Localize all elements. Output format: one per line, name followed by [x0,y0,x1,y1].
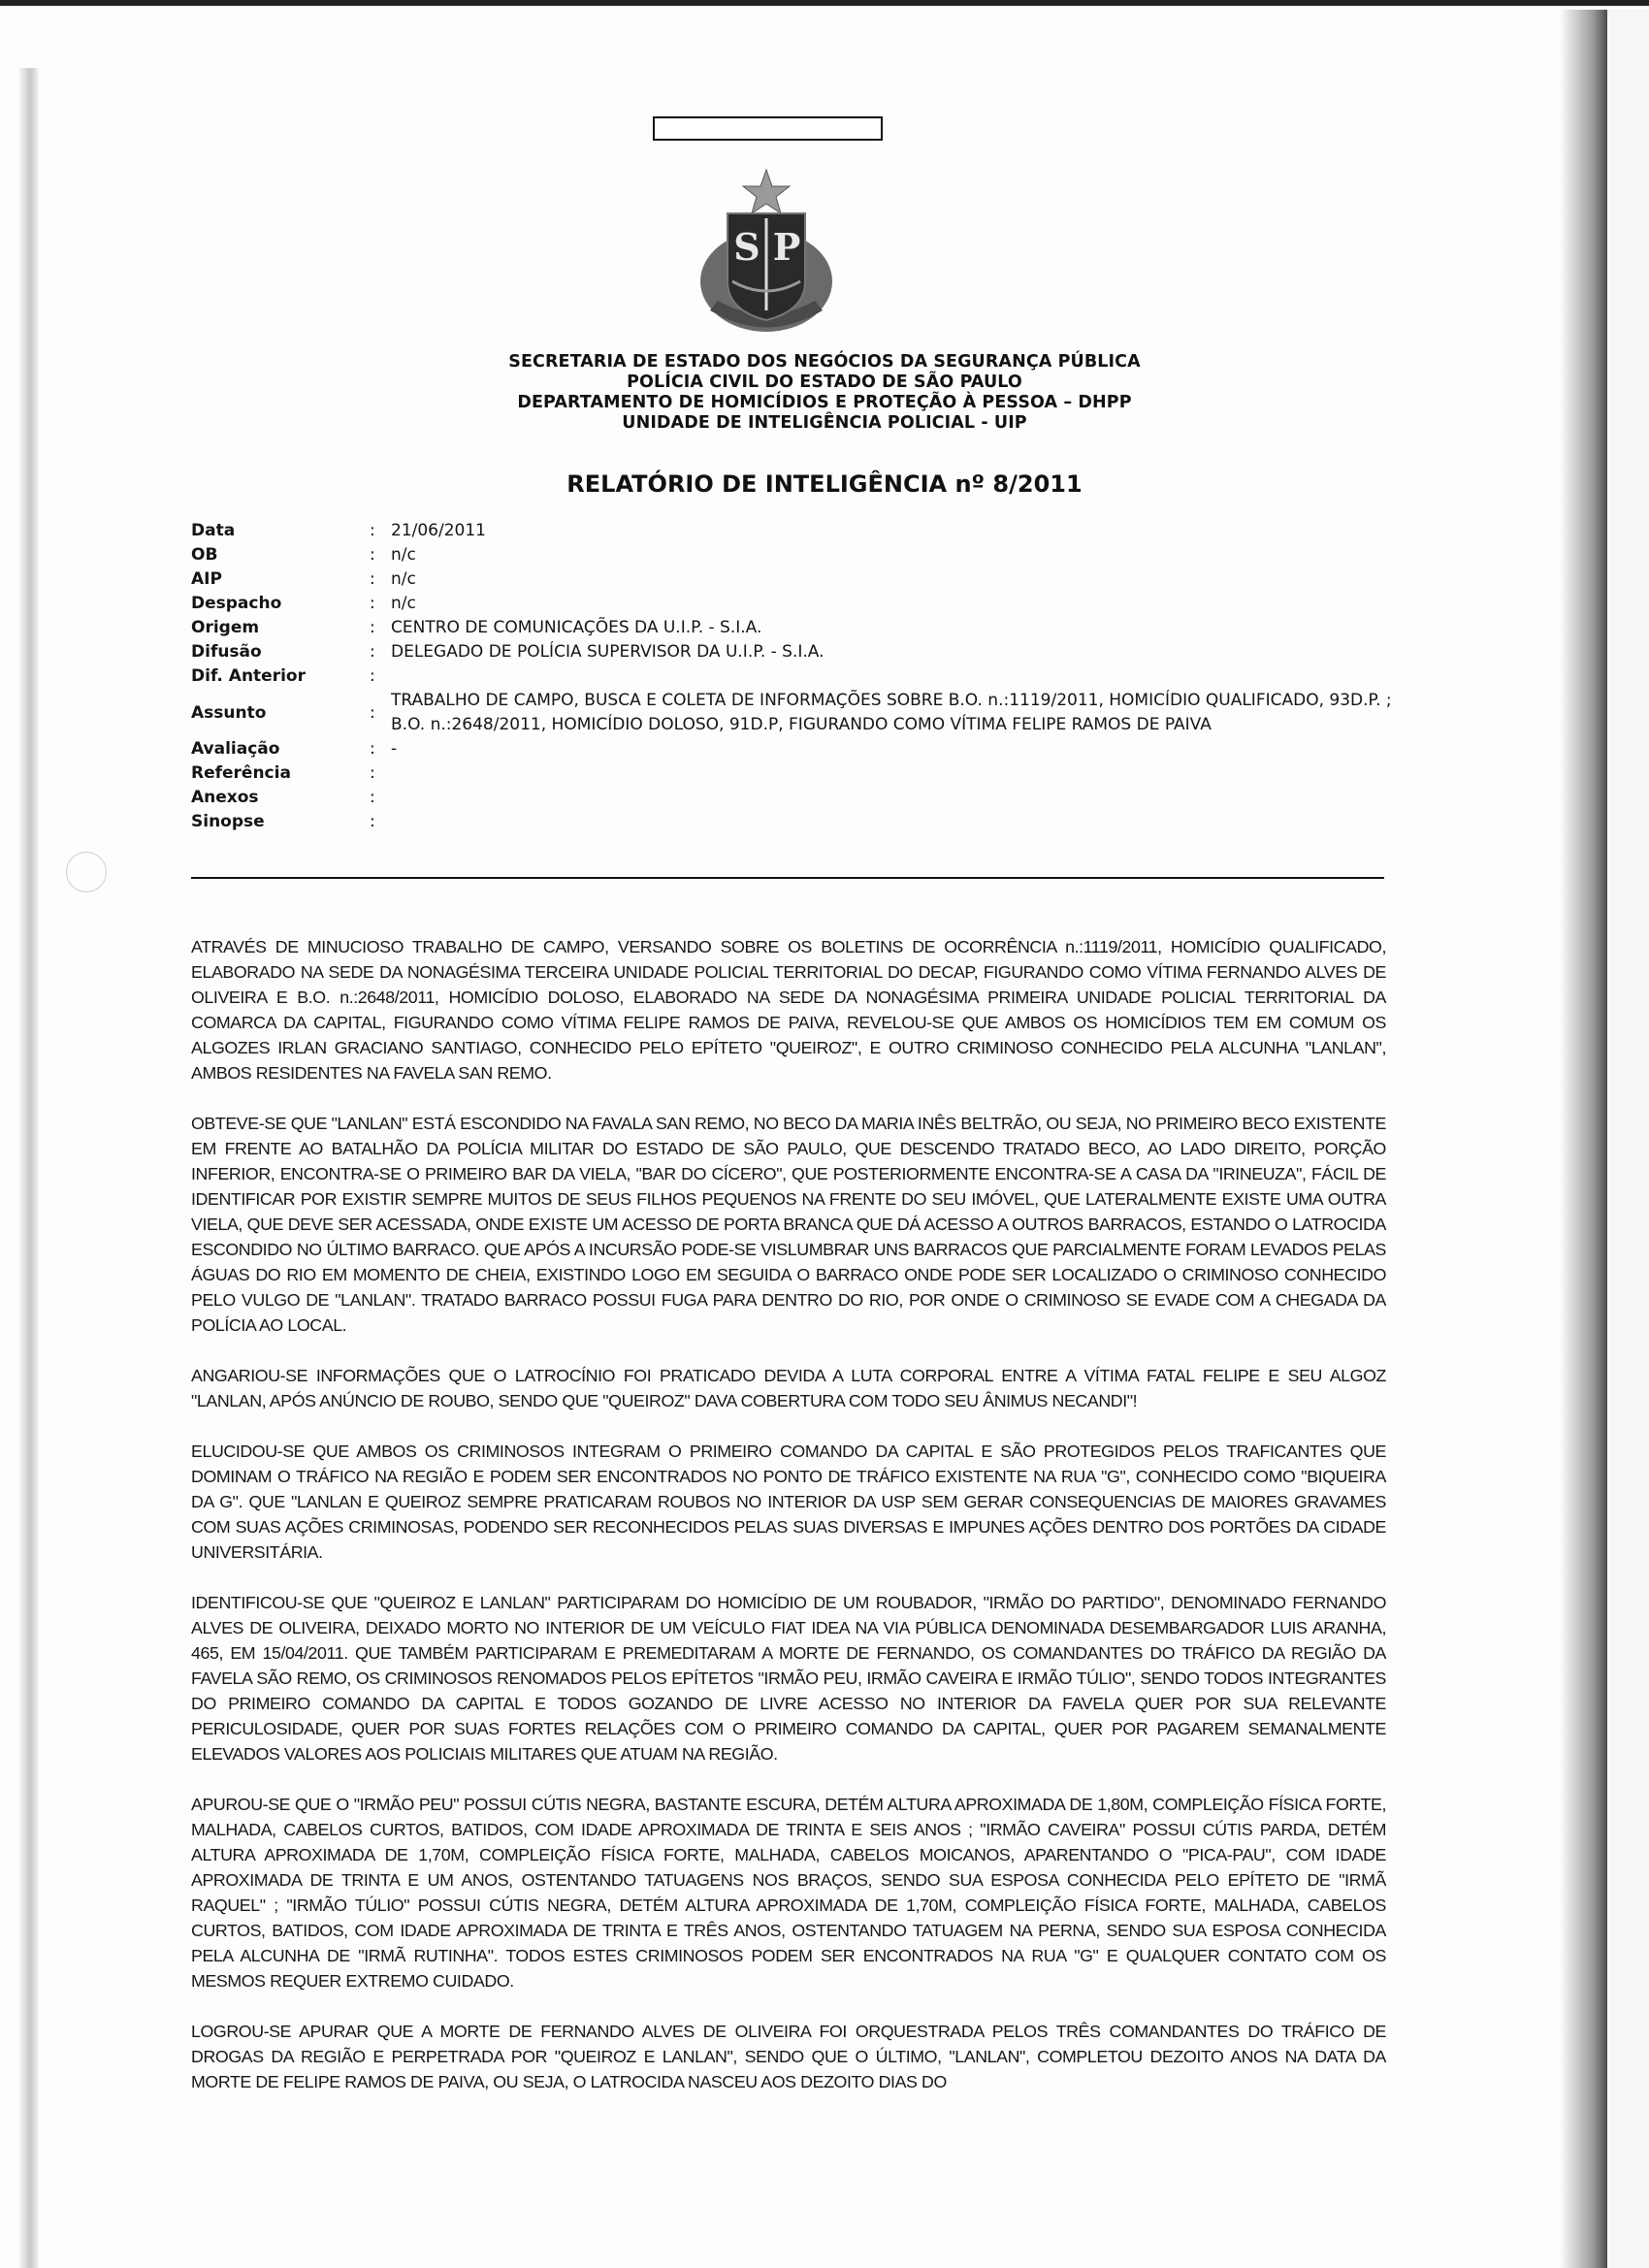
metadata-label: Origem [191,618,260,637]
metadata-value [391,664,1394,689]
metadata-label: Difusão [191,642,262,662]
header-line-departamento: DEPARTAMENTO DE HOMICÍDIOS E PROTEÇÃO À PESSOA – DHPP [517,393,1132,412]
metadata-row-data [191,519,1394,543]
metadata-value [391,786,1394,810]
metadata-colon: : [370,594,375,613]
metadata-row-ob [191,543,1394,567]
stamp-box [653,116,883,141]
report-title: RELATÓRIO DE INTELIGÊNCIA nº 8/2011 [566,470,1083,498]
metadata-row-difusao [191,640,1394,664]
paragraph-trabalho-de-campo: ATRAVÉS DE MINUCIOSO TRABALHO DE CAMPO, VERSANDO SOBRE OS BOLETINS DE OCORRÊNCIA n.:1119/2011, HOMICÍDIO QUALIFICADO, ELABORADO NA SEDE DA NONAGÉSIMA TERCEIRA UNIDADE POLICIAL TERRITORIAL DO DECAP, FIGURANDO COMO VÍTIMA FERNANDO ALVES DE OLIVEIRA E B.O. n.:2648/2011, HOMICÍDIO DOLOSO, ELABORADO NA SEDE DA NONAGÉSIMA PRIMEIRA UNIDADE POLICIAL TERRITORIAL DA COMARCA DA CAPITAL, FIGURANDO COMO VÍTIMA FELIPE RAMOS DE PAIVA, REVELOU-SE QUE AMBOS OS HOMICÍDIOS TEM EM COMUM OS ALGOZES IRLAN GRACIANO SANTIAGO, CONHECIDO PELO EPÍTETO "QUEIROZ", E OUTRO CRIMINOSO CONHECIDO PELA ALCUNHA "LANLAN", AMBOS RESIDENTES NA FAVELA SAN REMO. [191,937,1386,1083]
header-line-secretaria: SECRETARIA DE ESTADO DOS NEGÓCIOS DA SEGURANÇA PÚBLICA [508,352,1141,372]
metadata-colon: : [370,788,375,807]
section-divider [191,877,1384,879]
metadata-colon: : [370,521,375,540]
metadata-colon: : [370,812,375,831]
metadata-label: Data [191,521,236,540]
metadata-table [191,519,1394,834]
metadata-value: TRABALHO DE CAMPO, BUSCA E COLETA DE INFORMAÇÕES SOBRE B.O. n.:1119/2011, HOMICÍDIO QUALIFICADO, 93D.P. ; B.O. n.:2648/2011, HOMICÍDIO DOLOSO, 91D.P, FIGURANDO COMO VÍTIMA FELIPE RAMOS DE PAIVA [391,691,1392,734]
metadata-value: - [391,739,398,759]
document-header [291,352,1358,434]
metadata-value: CENTRO DE COMUNICAÇÕES DA U.I.P. - S.I.A. [391,618,762,637]
metadata-colon: : [370,763,375,783]
metadata-colon: : [370,702,375,723]
paragraph-homicidio-fernando: IDENTIFICOU-SE QUE "QUEIROZ E LANLAN" PARTICIPARAM DO HOMICÍDIO DE UM ROUBADOR, "IRMÃO DO PARTIDO", DENOMINADO FERNANDO ALVES DE OLIVEIRA, DEIXADO MORTO NO INTERIOR DE UM VEÍCULO FIAT IDEA NA VIA PÚBLICA DENOMINADA DESEMBARGADOR LUIS ARANHA, 465, EM 15/04/2011. QUE TAMBÉM PARTICIPARAM E PREMEDITARAM A MORTE DE FERNANDO, OS COMANDANTES DO TRÁFICO DA REGIÃO DA FAVELA SÃO REMO, OS CRIMINOSOS RENOMADOS PELOS EPÍTETOS "IRMÃO PEU, IRMÃO CAVEIRA E IRMÃO TÚLIO", SENDO TODOS INTEGRANTES DO PRIMEIRO COMANDO DA CAPITAL E TODOS GOZANDO DE LIVRE ACESSO NO INTERIOR DA FAVELA QUER POR SUA RELEVANTE PERICULOSIDADE, QUER POR SUAS FORTES RELAÇÕES COM O PRIMEIRO COMANDO DA CAPITAL, QUER POR PAGAREM SEMANALMENTE ELEVADOS VALORES AOS POLICIAIS MILITARES QUE ATUAM NA REGIÃO. [191,1593,1386,1764]
metadata-label: Avaliação [191,739,280,759]
paragraph-latrocinio: ANGARIOU-SE INFORMAÇÕES QUE O LATROCÍNIO FOI PRATICADO DEVIDA A LUTA CORPORAL ENTRE A VÍTIMA FATAL FELIPE E SEU ALGOZ "LANLAN, APÓS ANÚNCIO DE ROUBO, SENDO QUE "QUEIROZ" DAVA COBERTURA COM TODO SEU ÂNIMUS NECANDI"! [191,1366,1386,1410]
header-line-policia-civil: POLÍCIA CIVIL DO ESTADO DE SÃO PAULO [627,373,1022,392]
crest-letter-s: S [733,225,760,269]
metadata-label: Referência [191,763,291,783]
sao-paulo-coat-of-arms-icon [689,165,844,340]
metadata-row-despacho [191,592,1394,616]
metadata-row-dif-anterior [191,664,1394,689]
metadata-row-origem [191,616,1394,640]
metadata-colon: : [370,545,375,565]
paragraph-descricao-comandantes: APUROU-SE QUE O "IRMÃO PEU" POSSUI CÚTIS NEGRA, BASTANTE ESCURA, DETÉM ALTURA APROXIMADA DE 1,80M, COMPLEIÇÃO FÍSICA FORTE, MALHADA, CABELOS CURTOS, BATIDOS, COM IDADE APROXIMADA DE TRINTA E SEIS ANOS ; "IRMÃO CAVEIRA" POSSUI CÚTIS PARDA, DETÉM ALTURA APROXIMADA DE 1,70M, COMPLEIÇÃO FÍSICA FORTE, MALHADA, CABELOS MOICANOS, APARENTANDO O "PICA-PAU", COM IDADE APROXIMADA DE TRINTA E UM ANOS, OSTENTANDO TATUAGENS NOS BRAÇOS, SENDO SUA ESPOSA CONHECIDA PELO EPÍTETO DE "IRMÃ RAQUEL" ; "IRMÃO TÚLIO" POSSUI CÚTIS NEGRA, DETÉM ALTURA APROXIMADA DE 1,70M, COMPLEIÇÃO FÍSICA FORTE, MALHADA, CABELOS CURTOS, BATIDOS, COM IDADE APROXIMADA DE TRINTA E TRÊS ANOS, OSTENTANDO TATUAGEM NA PERNA, SENDO SUA ESPOSA CONHECIDA PELA ALCUNHA DE "IRMÃ RUTINHA". TODOS ESTES CRIMINOSOS PODEM SER ENCONTRADOS NA RUA "G" E QUALQUER CONTATO COM OS MESMOS REQUER EXTREMO CUIDADO. [191,1795,1386,1991]
metadata-colon: : [370,618,375,637]
paragraph-conclusao: LOGROU-SE APURAR QUE A MORTE DE FERNANDO ALVES DE OLIVEIRA FOI ORQUESTRADA PELOS TRÊS COMANDANTES DO TRÁFICO DE DROGAS DA REGIÃO E PERPETRADA POR "QUEIROZ E LANLAN", SENDO QUE O ÚLTIMO, "LANLAN", COMPLETOU DEZOITO ANOS NA DATA DA MORTE DE FELIPE RAMOS DE PAIVA, OU SEJA, O LATROCIDA NASCEU AOS DEZOITO DIAS DO [191,2022,1386,2091]
scan-shadow-left [17,68,39,2268]
metadata-label: Sinopse [191,812,265,831]
metadata-label: AIP [191,569,222,589]
metadata-label: Dif. Anterior [191,666,306,686]
scan-shadow-right [1560,10,1608,2268]
metadata-row-referencia [191,761,1394,786]
metadata-row-aip [191,567,1394,592]
metadata-colon: : [370,666,375,686]
metadata-colon: : [370,642,375,662]
metadata-label: OB [191,545,218,565]
metadata-value: n/c [391,545,416,565]
metadata-value: DELEGADO DE POLÍCIA SUPERVISOR DA U.I.P. - S.I.A. [391,642,824,662]
metadata-row-avaliacao [191,737,1394,761]
metadata-value: 21/06/2011 [391,521,486,540]
paragraph-localizacao-lanlan: OBTEVE-SE QUE "LANLAN" ESTÁ ESCONDIDO NA FAVALA SAN REMO, NO BECO DA MARIA INÊS BELTRÃO, OU SEJA, NO PRIMEIRO BECO EXISTENTE EM FRENTE AO BATALHÃO DA POLÍCIA MILITAR DO ESTADO DE SÃO PAULO, QUE DESCENDO TRATADO BECO, AO LADO DIREITO, PORÇÃO INFERIOR, ENCONTRA-SE O PRIMEIRO BAR DA VIELA, "BAR DO CÍCERO", QUE POSTERIORMENTE ENCONTRA-SE A CASA DA "IRINEUZA", FÁCIL DE IDENTIFICAR POR EXISTIR SEMPRE MUITOS DE SEUS FILHOS PEQUENOS NA FRENTE DO SEU IMÓVEL, QUE LATERALMENTE EXISTE UMA OUTRA VIELA, QUE DEVE SER ACESSADA, ONDE EXISTE UM ACESSO DE PORTA BRANCA QUE DÁ ACESSO A OUTROS BARRACOS, ESTANDO O LATROCIDA ESCONDIDO NO ÚLTIMO BARRACO. QUE APÓS A INCURSÃO PODE-SE VISLUMBRAR UNS BARRACOS QUE PARCIALMENTE FORAM LEVADOS PELAS ÁGUAS DO RIO EM MOMENTO DE CHEIA, EXISTINDO LOGO EM SEGUIDA O BARRACO ONDE PODE SER LOCALIZADO O CRIMINOSO CONHECIDO PELO VULGO DE "LANLAN". TRATADO BARRACO POSSUI FUGA PARA DENTRO DO RIO, POR ONDE O CRIMINOSO SE EVADE COM A CHEGADA DA POLÍCIA AO LOCAL. [191,1114,1386,1335]
metadata-value: n/c [391,594,416,613]
metadata-label: Anexos [191,788,259,807]
scan-border-top [0,0,1649,6]
metadata-row-anexos [191,786,1394,810]
punch-hole-mark [66,852,107,892]
report-body [191,934,1386,2120]
metadata-colon: : [370,739,375,759]
metadata-value [391,810,1394,834]
metadata-label: Despacho [191,594,282,613]
header-line-unidade: UNIDADE DE INTELIGÊNCIA POLICIAL - UIP [622,413,1027,433]
metadata-row-sinopse [191,810,1394,834]
scan-edge-right [1607,10,1649,2268]
paragraph-faccao: ELUCIDOU-SE QUE AMBOS OS CRIMINOSOS INTEGRAM O PRIMEIRO COMANDO DA CAPITAL E SÃO PROTEGIDOS PELOS TRAFICANTES QUE DOMINAM O TRÁFICO NA REGIÃO E PODEM SER ENCONTRADOS NO PONTO DE TRÁFICO EXISTENTE NA RUA "G", CONHECIDO COMO "BIQUEIRA DA G". QUE "LANLAN E QUEIROZ SEMPRE PRATICARAM ROUBOS NO INTERIOR DA USP SEM GERAR CONSEQUENCIAS DE MAIORES GRAVAMES COM SUAS AÇÕES CRIMINOSAS, PODENDO SER RECONHECIDOS PELAS SUAS DIVERSAS E IMPUNES AÇÕES DENTRO DOS PORTÕES DA CIDADE UNIVERSITÁRIA. [191,1442,1386,1562]
metadata-label: Assunto [191,702,267,723]
crest-letter-p: P [772,225,801,269]
metadata-row-assunto [191,689,1394,737]
metadata-value [391,761,1394,786]
metadata-value: n/c [391,569,416,589]
metadata-colon: : [370,569,375,589]
